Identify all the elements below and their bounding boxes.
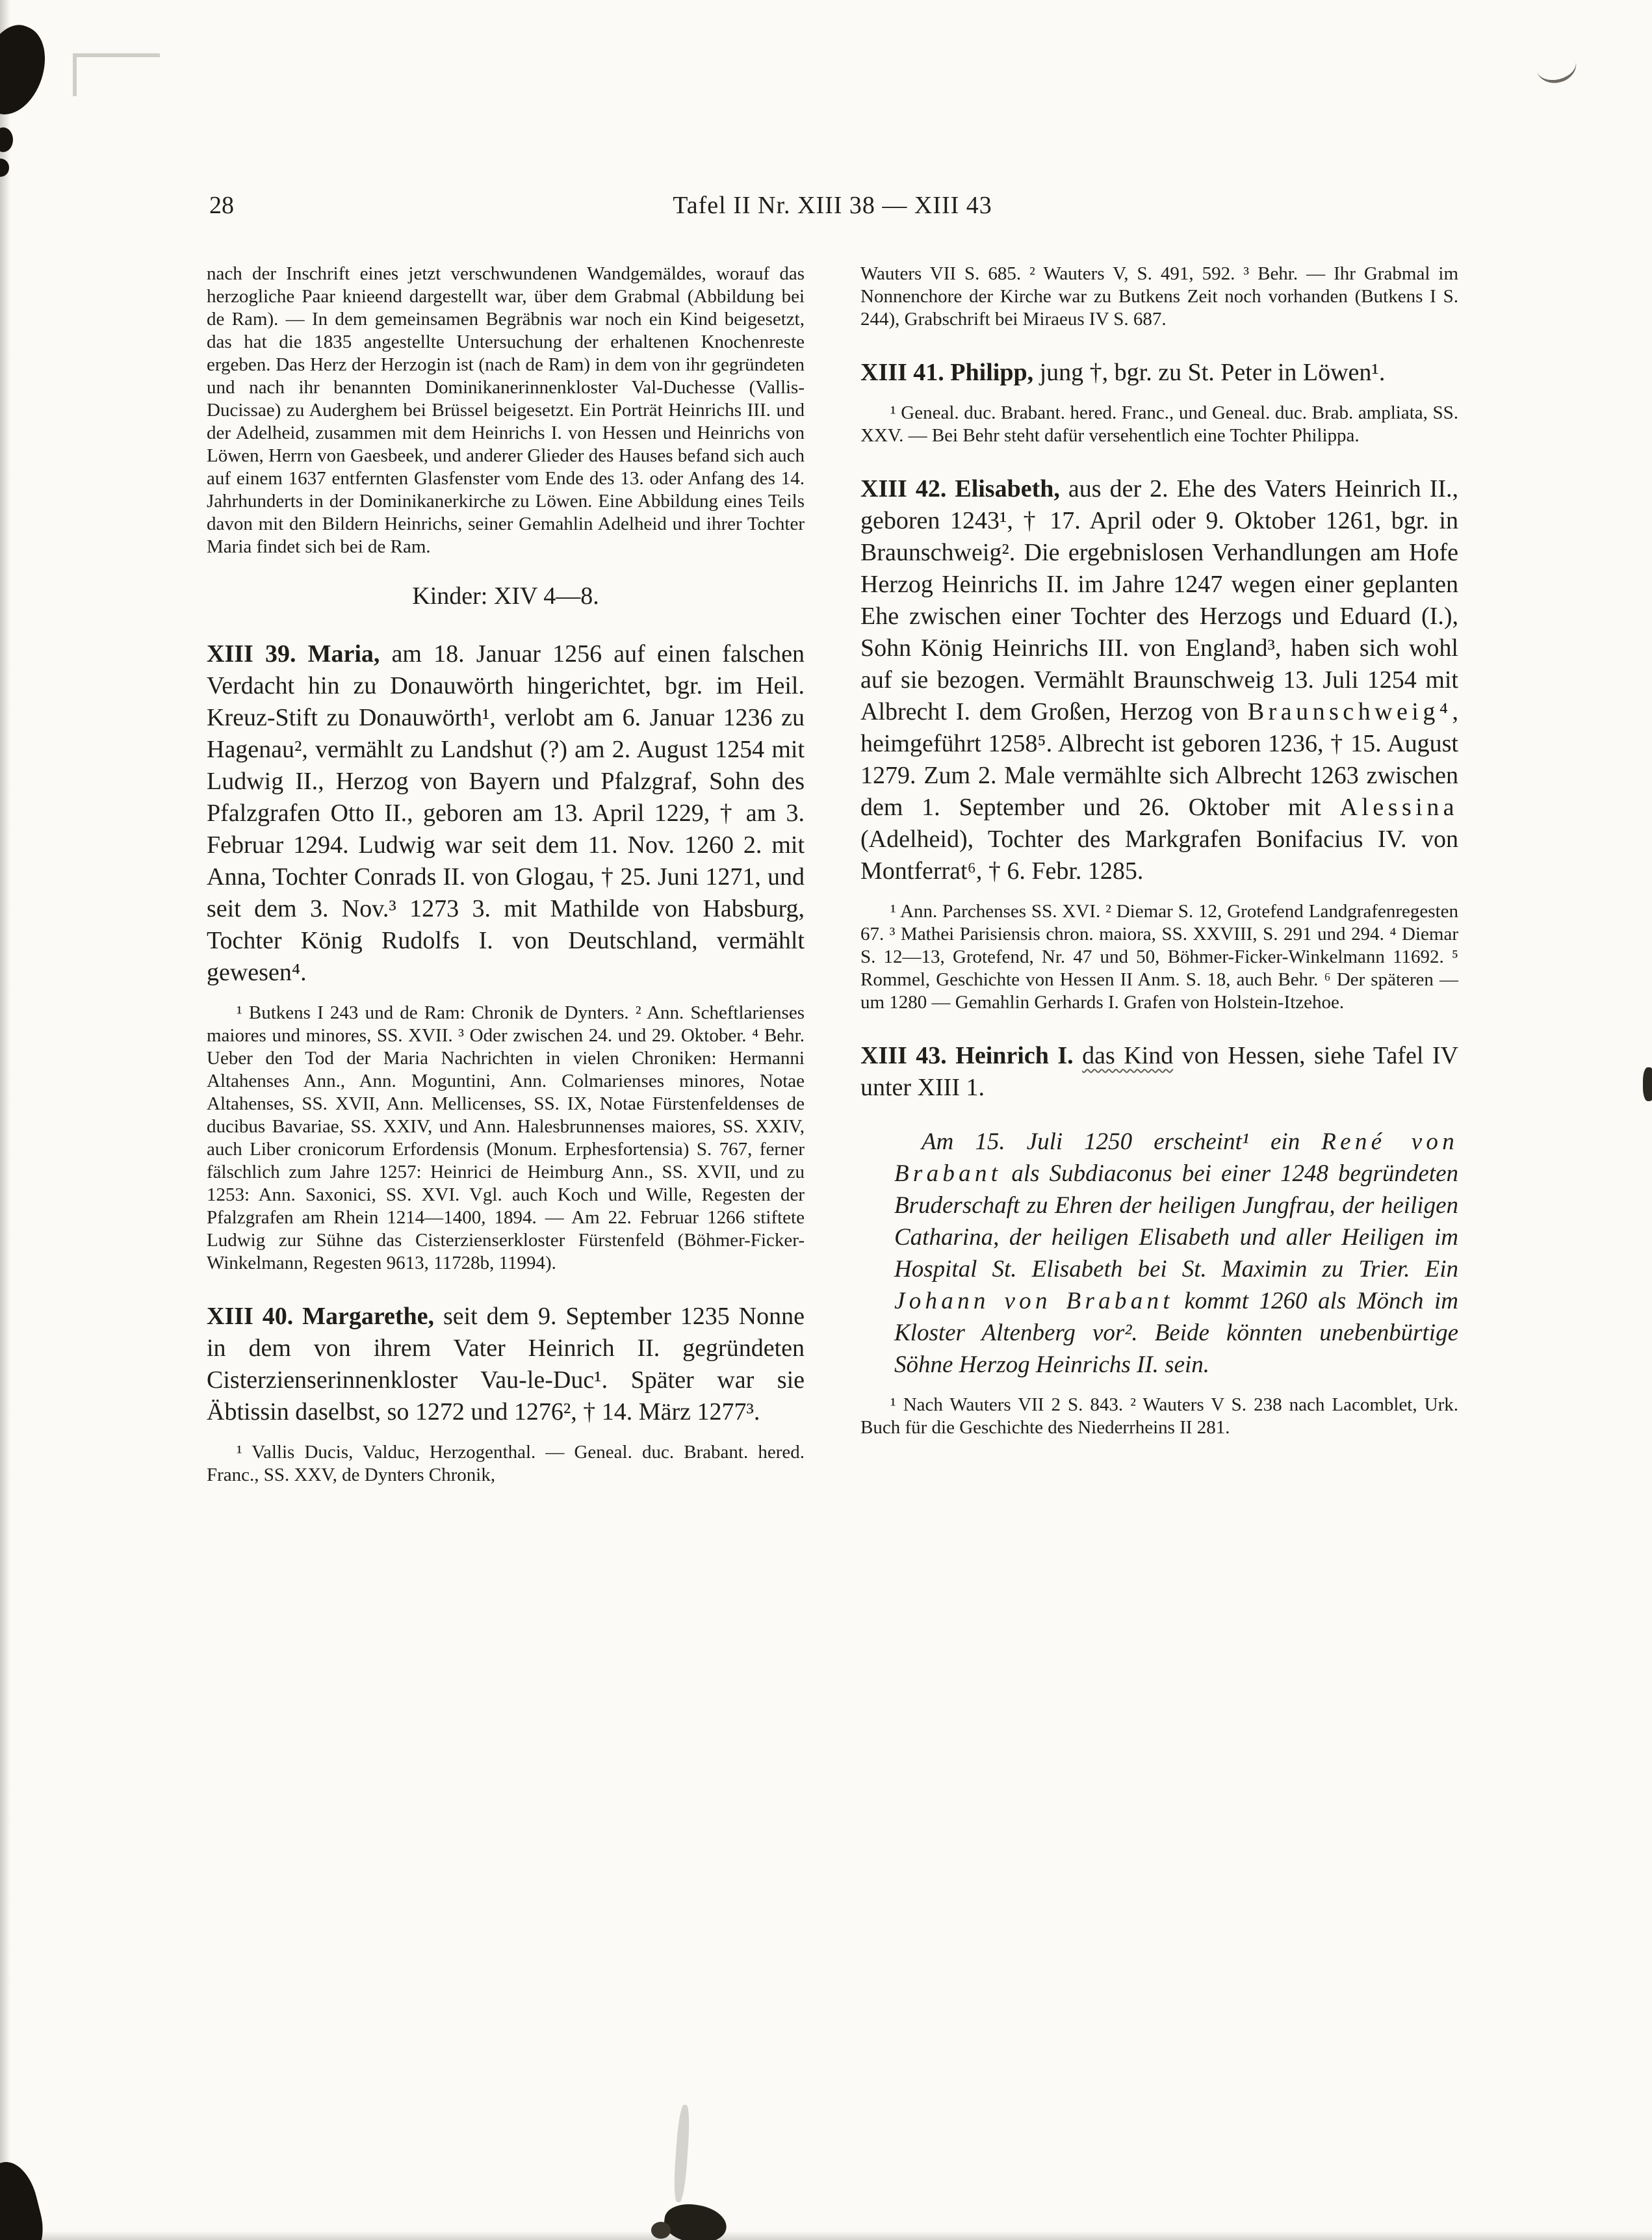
entry-paragraph xyxy=(860,357,1458,389)
scan-artifact xyxy=(0,17,58,124)
entry-lead: XIII 42. Elisabeth, xyxy=(860,475,1060,502)
text-segment: Wauters VII S. 685. ² Wauters V, S. 491, 592. ³ Behr. — Ihr Grabmal im Nonnenchore der Kirche war zu Butkens Zeit noch vorhanden (Butkens I S. 244), Grabschrift bei Miraeus IV S. 687. xyxy=(860,263,1458,330)
footnotes-paragraph xyxy=(860,900,1458,1014)
entry-lead: XIII 40. Margarethe, xyxy=(207,1303,435,1330)
text-segment: ¹ Butkens I 243 und de Ram: Chronik de Dynters. ² Ann. Scheftlarienses maiores und minores, SS. XVII. ³ Oder zwischen 24. und 29. Oktober. ⁴ Behr. Ueber den Tod der Maria Nachrichten in vielen Chroniken: Hermanni Altahenses Ann., Ann. Moguntini, Ann. Colmarienses minores, Notae Altahenses, SS. XVII, Ann. Mellicenses, SS. IX, Notae Fürstenfeldenses de ducibus Bavariae, SS. XXIV, und Ann. Halesbrunnenses maiores, SS. XXIV, auch Liber cronicorum Erfordensis (Monum. Erphesfortensia) S. 767, ferner fälschlich zum Jahre 1257: Heinrici de Heimburg Ann., SS. XVII, und zu 1253: Ann. Saxonici, SS. XVI. Vgl. auch Koch und Wille, Regesten der Pfalzgrafen am Rhein 1214—1400, 1894. — Am 22. Februar 1266 stiftete Ludwig zur Sühne das Cisterzienserkloster Fürstenfeld (Böhmer-Ficker-Winkelmann, Regesten 9613, 11728b, 11994). xyxy=(207,1002,805,1273)
text-segment: Johann von Brabant xyxy=(894,1288,1174,1314)
left-column xyxy=(207,263,805,1487)
text-segment: , heimgeführt 1258⁵. Albrecht ist geboren 1236, † 15. August 1279. Zum 2. Male vermählte sich Albrecht 1263 zwischen dem 1. September und 26. Oktober mit xyxy=(860,698,1458,821)
text-columns xyxy=(207,263,1458,1487)
text-segment: ¹ Ann. Parchenses SS. XVI. ² Diemar S. 12, Grotefend Landgrafenregesten 67. ³ Mathei Parisiensis chron. maiora, SS. XXVIII, S. 291 und 294. ⁴ Diemar S. 12—13, Grotefend, Nr. 47 und 50, Böhmer-Ficker-Winkelmann 11692. ⁵ Rommel, Geschichte von Hessen II Anm. S. 18, auch Behr. ⁶ Der späteren — um 1280 — Gemahlin Gerhards I. Grafen von Holstein-Itzehoe. xyxy=(860,901,1458,1013)
continuation-paragraph xyxy=(207,263,805,558)
running-title: Tafel II Nr. XIII 38 — XIII 43 xyxy=(673,192,992,219)
entry-lead: XIII 39. Maria, xyxy=(207,640,380,668)
text-segment: Alessina xyxy=(1339,794,1458,821)
footnotes-paragraph xyxy=(860,402,1458,447)
text-segment: von Hessen, siehe Tafel IV unter XIII 1. xyxy=(860,1042,1459,1101)
scan-edge-shading xyxy=(0,2231,1652,2240)
text-segment: (Adelheid), Tochter des Markgrafen Bonifacius IV. von Montferrat⁶, † 6. Febr. 1285. xyxy=(860,826,1458,885)
text-segment xyxy=(1074,1042,1083,1069)
text-segment: Am 15. Juli 1250 erscheint¹ ein xyxy=(922,1128,1322,1155)
text-segment: kommt 1260 als Mönch im Kloster Altenberg vor². Beide könnten unebenbürtige Söhne Herzog Heinrichs II. sein. xyxy=(894,1288,1458,1378)
text-segment: Kinder: XIV 4—8. xyxy=(412,582,599,610)
children-heading xyxy=(207,580,805,612)
footnotes-paragraph xyxy=(860,1394,1458,1439)
text-segment: ¹ Vallis Ducis, Valduc, Herzogenthal. — Geneal. duc. Brabant. hered. Franc., SS. XXV, de Dynters Chronik, xyxy=(207,1442,805,1485)
text-segment: als Subdiaconus bei einer 1248 begründeten Bruderschaft zu Ehren der heiligen Jungfrau, der heiligen Catharina, der heiligen Elisabeth und aller Heiligen im Hospital St. Elisabeth bei St. Maximin zu Trier. Ein xyxy=(894,1160,1458,1283)
text-segment: ¹ Nach Wauters VII 2 S. 843. ² Wauters V S. 238 nach Lacomblet, Urk. Buch für die Geschichte des Niederrheins II 281. xyxy=(860,1394,1458,1438)
text-segment: seit dem 9. September 1235 Nonne in dem von ihrem Vater Heinrich II. gegründeten Cisterzienserinnenkloster Vau-le-Duc¹. Später war sie Äbtissin daselbst, so 1272 und 1276², † 14. März 1277³. xyxy=(207,1303,805,1426)
text-segment: das Kind xyxy=(1082,1042,1174,1069)
scan-artifact xyxy=(73,53,160,96)
entry-lead: XIII 41. Philipp, xyxy=(860,359,1034,386)
scan-artifact xyxy=(651,2222,671,2239)
entry-paragraph xyxy=(860,473,1458,887)
scan-edge-shading xyxy=(0,0,10,2240)
scan-artifact xyxy=(0,2157,50,2240)
right-column xyxy=(860,263,1458,1487)
entry-lead: XIII 43. Heinrich I. xyxy=(860,1042,1074,1069)
scan-artifact xyxy=(662,2201,729,2240)
entry-paragraph xyxy=(207,638,805,989)
scan-artifact xyxy=(1536,58,1580,87)
text-segment: ¹ Geneal. duc. Brabant. hered. Franc., und Geneal. duc. Brab. ampliata, SS. XXV. — Bei Behr steht dafür versehentlich eine Tochter Philippa. xyxy=(860,402,1458,446)
scan-artifact xyxy=(0,127,13,152)
text-segment: nach der Inschrift eines jetzt verschwundenen Wandgemäldes, worauf das herzogliche Paar knieend dargestellt war, über dem Grabmal (Abbildung bei de Ram). — In dem gemeinsamen Begräbnis war noch ein Kind beigesetzt, das hat die 1835 angestellte Untersuchung der erhaltenen Knochenreste ergeben. Das Herz der Herzogin ist (nach de Ram) in dem von ihr gegründeten und nach ihr benannten Dominikanerinnenkloster Val-Duchesse (Vallis-Ducissae) zu Auderghem bei Brüssel beigesetzt. Ein Porträt Heinrichs III. und der Adelheid, zusammen mit dem Heinrichs I. von Hessen und Heinrichs von Löwen, Herrn von Gaesbeek, und anderer Glieder des Hauses befand sich auch auf einem 1637 entfernten Glasfenster vom Ende des 13. oder Anfang des 14. Jahrhunderts in der Dominikanerkirche zu Löwen. Eine Abbildung eines Teils davon mit den Bildern Heinrichs, seiner Gemahlin Adelheid und ihrer Tochter Maria findet sich bei de Ram. xyxy=(207,263,805,557)
entry-paragraph xyxy=(207,1301,805,1428)
text-segment: Braunschweig⁴ xyxy=(1247,698,1452,725)
text-segment: am 18. Januar 1256 auf einen falschen Verdacht hin zu Donauwörth hingerichtet, bgr. im Heil. Kreuz-Stift zu Donauwörth¹, verlobt am 6. Januar 1236 zu Hagenau², vermählt zu Landshut (?) am 2. August 1254 mit Ludwig II., Herzog von Bayern und Pfalzgraf, Sohn des Pfalzgrafen Otto II., geboren am 13. April 1229, † am 3. Februar 1294. Ludwig war seit dem 11. Nov. 1260 2. mit Anna, Tochter Conrads II. von Glogau, † 25. Juni 1271, und seit dem 3. Nov.³ 1273 3. mit Mathilde von Habsburg, Tochter König Rudolfs I. von Deutschland, vermählt gewesen⁴. xyxy=(207,640,805,986)
continuation-paragraph xyxy=(860,263,1458,331)
text-segment: jung †, bgr. zu St. Peter in Löwen¹. xyxy=(1033,359,1386,386)
entry-paragraph xyxy=(860,1040,1458,1104)
page-number: 28 xyxy=(209,192,234,219)
footnotes-paragraph xyxy=(207,1002,805,1275)
editorial-note-paragraph xyxy=(894,1126,1458,1381)
text-segment: René von Brabant xyxy=(894,1128,1458,1187)
footnotes-paragraph xyxy=(207,1441,805,1487)
scan-artifact xyxy=(673,2105,691,2203)
text-segment: aus der 2. Ehe des Vaters Heinrich II., geboren 1243¹, † 17. April oder 9. Oktober 1261, bgr. in Braunschweig². Die ergebnislosen Verhandlungen am Hofe Herzog Heinrichs II. im Jahre 1247 wegen einer geplanten Ehe zwischen einer Tochter des Herzogs und Eduard (I.), Sohn König Heinrichs III. von England³, haben sich wohl auf sie bezogen. Vermählt Braunschweig 13. Juli 1254 mit Albrecht I. dem Großen, Herzog von xyxy=(860,475,1459,725)
page-header xyxy=(207,190,1458,222)
scan-artifact xyxy=(1643,1067,1652,1101)
